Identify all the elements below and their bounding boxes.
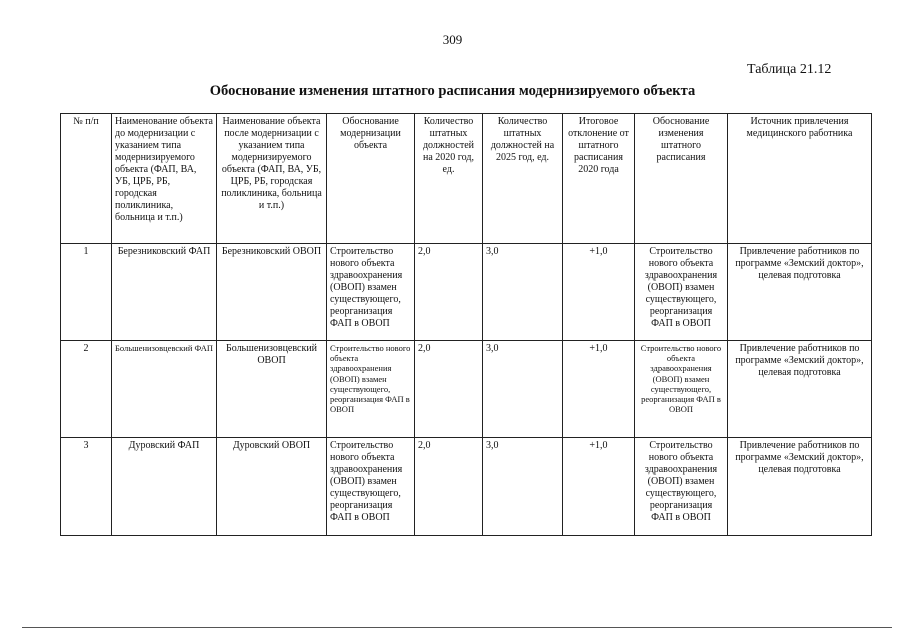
row-justification: Строительство нового объекта здравоохранения (ОВОП) взамен существующего, реорганизация ФАП в ОВОП [327,341,415,438]
row-number: 2 [61,341,112,438]
header-source: Источник привлечения медицинского работника [728,114,872,244]
header-name-after: Наименование объекта после модернизации с указанием типа модернизируемого объекта (ФАП, ВА, УБ, ЦРБ, РБ, городская поликлиника, больница и т.п.) [217,114,327,244]
header-justification: Обоснование модернизации объекта [327,114,415,244]
row-count-2020: 2,0 [415,244,483,341]
row-count-2020: 2,0 [415,438,483,536]
header-deviation: Итоговое отклонение от штатного расписания 2020 года [563,114,635,244]
row-number: 1 [61,244,112,341]
header-name-before: Наименование объекта до модернизации с указанием типа модернизируемого объекта (ФАП, ВА, УБ, ЦРБ, РБ, городская поликлиника, больница и т.п.) [112,114,217,244]
row-count-2020: 2,0 [415,341,483,438]
row-name-after: Дуровский ОВОП [217,438,327,536]
table-row [61,438,872,536]
row-name-before: Большенизовцевский ФАП [112,341,217,438]
header-number: № п/п [61,114,112,244]
row-count-2025: 3,0 [483,438,563,536]
row-number: 3 [61,438,112,536]
row-deviation: +1,0 [563,438,635,536]
row-deviation: +1,0 [563,341,635,438]
row-count-2025: 3,0 [483,341,563,438]
row-name-after: Большенизовцевский ОВОП [217,341,327,438]
table-row [61,341,872,438]
row-source: Привлечение работников по программе «Земский доктор», целевая подготовка [728,438,872,536]
staffing-table [60,113,872,536]
row-deviation: +1,0 [563,244,635,341]
row-justification: Строительство нового объекта здравоохранения (ОВОП) взамен существующего, реорганизация ФАП в ОВОП [327,438,415,536]
header-staff-change: Обоснование изменения штатного расписания [635,114,728,244]
table-label: Таблица 21.12 [747,62,832,77]
row-name-before: Березниковский ФАП [112,244,217,341]
row-name-after: Березниковский ОВОП [217,244,327,341]
header-count-2020: Количество штатных должностей на 2020 год, ед. [415,114,483,244]
header-count-2025: Количество штатных должностей на 2025 год, ед. [483,114,563,244]
document-title: Обоснование изменения штатного расписания модернизируемого объекта [209,83,696,99]
page-number: 309 [442,32,463,47]
row-count-2025: 3,0 [483,244,563,341]
row-source: Привлечение работников по программе «Земский доктор», целевая подготовка [728,341,872,438]
row-staff-change: Строительство нового объекта здравоохранения (ОВОП) взамен существующего, реорганизация ФАП в ОВОП [635,244,728,341]
row-staff-change: Строительство нового объекта здравоохранения (ОВОП) взамен существующего, реорганизация ФАП в ОВОП [635,438,728,536]
row-staff-change: Строительство нового объекта здравоохранения (ОВОП) взамен существующего, реорганизация ФАП в ОВОП [635,341,728,438]
table-row [61,244,872,341]
row-justification: Строительство нового объекта здравоохранения (ОВОП) взамен существующего, реорганизация ФАП в ОВОП [327,244,415,341]
row-name-before: Дуровский ФАП [112,438,217,536]
page-bottom-rule [22,627,892,628]
table-header-row [61,114,872,244]
row-source: Привлечение работников по программе «Земский доктор», целевая подготовка [728,244,872,341]
